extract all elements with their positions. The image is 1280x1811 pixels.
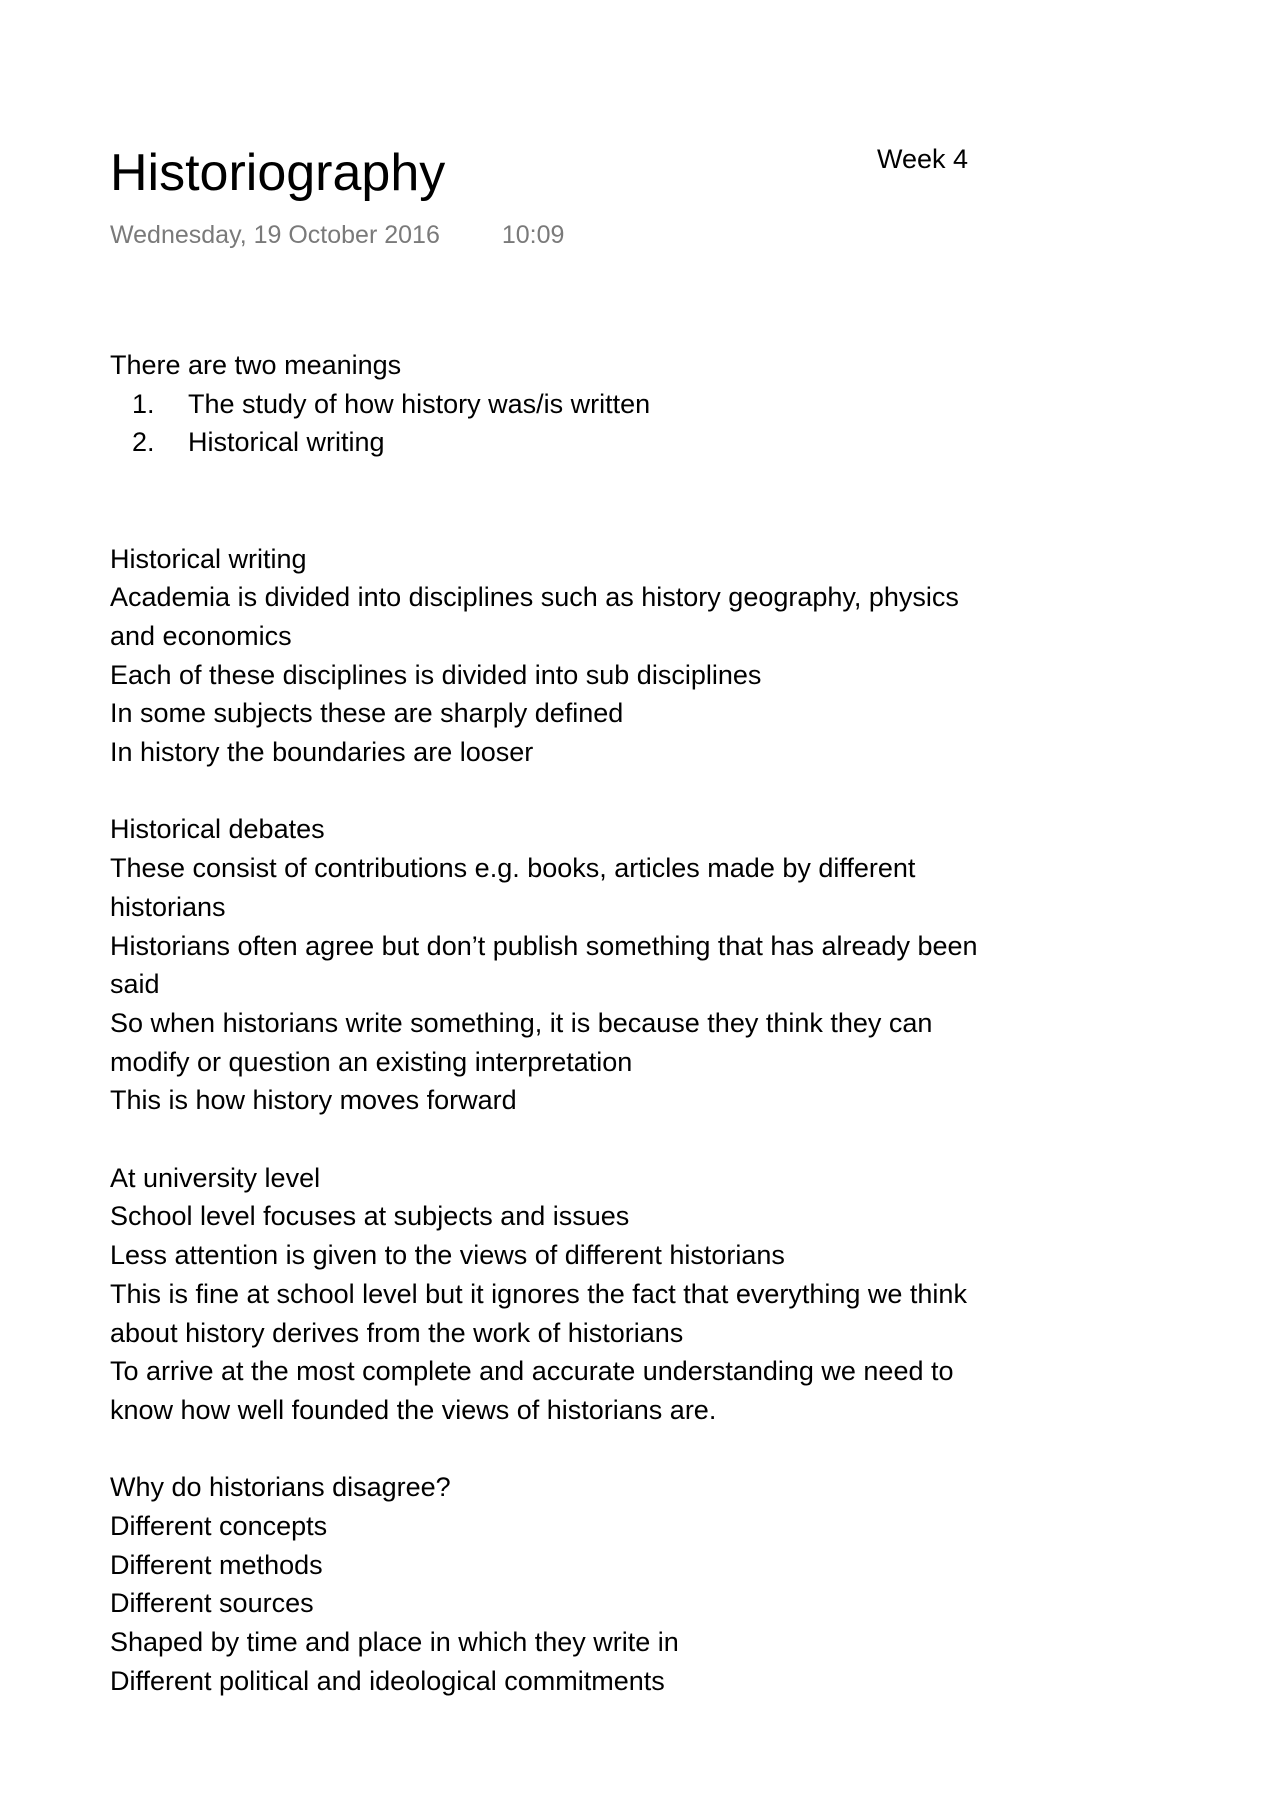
note-time: 10:09 (501, 221, 565, 249)
intro-text: There are two meanings (110, 350, 402, 380)
section-heading: Historical debates (110, 814, 325, 845)
list-item-text: The study of how history was/is written (188, 388, 651, 419)
section-line: Each of these disciplines is divided into sub disciplines (110, 659, 762, 690)
section-line: This is how history moves forward (110, 1085, 517, 1116)
section-university-level (110, 1159, 1070, 1430)
spacer (110, 1120, 1070, 1159)
section-heading: Why do historians disagree? (110, 1472, 451, 1503)
section-line: Different sources (110, 1588, 314, 1619)
list-item-text: Historical writing (188, 427, 385, 458)
section-line: This is fine at school level but it ignores the fact that everything we think (110, 1278, 967, 1309)
section-heading: Historical writing (110, 543, 307, 574)
section-line: Different methods (110, 1549, 323, 1580)
section-line: said (110, 969, 160, 1000)
list-number: 1. (132, 388, 155, 419)
section-line: modify or question an existing interpretation (110, 1046, 633, 1077)
meanings-list (110, 385, 1070, 462)
section-line: Shaped by time and place in which they write in (110, 1627, 679, 1658)
section-line: To arrive at the most complete and accurate understanding we need to (110, 1356, 954, 1387)
note-date: Wednesday, 19 October 2016 (110, 221, 440, 249)
spacer (110, 772, 1070, 811)
section-line: In history the boundaries are looser (110, 737, 534, 768)
section-line: Academia is divided into disciplines such as history geography, physics (110, 582, 959, 613)
section-line: So when historians write something, it is because they think they can (110, 1007, 933, 1038)
week-label: Week 4 (877, 144, 969, 174)
section-historical-debates (110, 810, 1070, 1120)
page-title: Historiography (110, 144, 446, 202)
section-line: and economics (110, 620, 292, 651)
section-line: In some subjects these are sharply defined (110, 698, 624, 729)
note-body (110, 346, 1070, 1701)
section-line: Different concepts (110, 1511, 328, 1542)
section-heading: At university level (110, 1162, 321, 1193)
section-historical-writing (110, 540, 1070, 772)
spacer (110, 1430, 1070, 1469)
list-number: 2. (132, 427, 155, 458)
spacer (110, 462, 1070, 539)
section-line: School level focuses at subjects and issues (110, 1201, 630, 1232)
section-line: historians (110, 891, 226, 922)
section-why-disagree (110, 1468, 1070, 1700)
list-item (110, 385, 1070, 424)
section-line: about history derives from the work of historians (110, 1317, 684, 1348)
section-line: Less attention is given to the views of different historians (110, 1240, 785, 1271)
section-line: Different political and ideological commitments (110, 1665, 665, 1696)
section-line: Historians often agree but don’t publish something that has already been (110, 930, 978, 961)
section-line: know how well founded the views of historians are. (110, 1394, 717, 1425)
list-item (110, 423, 1070, 462)
section-line: These consist of contributions e.g. books, articles made by different (110, 853, 916, 884)
note-timestamp (110, 219, 564, 251)
